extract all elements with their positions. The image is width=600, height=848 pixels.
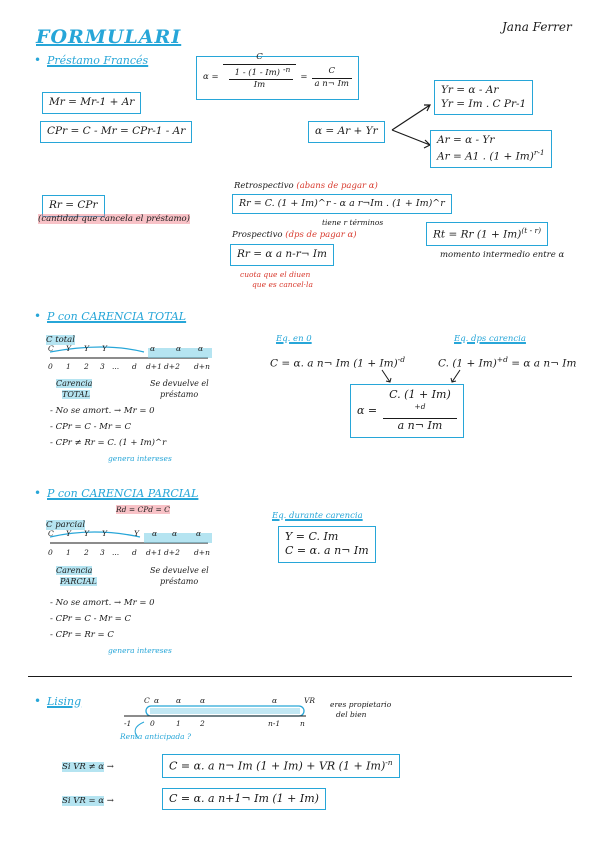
timeline-bottom-label: 2 [200,719,205,728]
alpha-den-exp: -n [283,64,291,74]
timeline-top-label: C [48,529,54,538]
alpha-sum-box [308,121,385,143]
timeline-top-label: α [196,529,202,538]
case-2-label [62,796,114,806]
cpr-formula-box [40,121,192,143]
timeline-bottom-label: d+1 [146,548,162,557]
timeline-parcial [44,529,244,559]
yr-formula-1: Yr = α - Ar [441,84,499,96]
retro-sub: tiene r términos [322,218,384,227]
alpha-fraction [223,52,297,103]
parcial-point-3: - CPr = Rr = C [50,630,114,640]
rr-formula: Rr = CPr [49,199,98,211]
mr-formula-box [42,92,141,114]
alpha-den2: a n¬ Im [314,78,349,89]
section-divider [28,676,572,677]
timeline-top-label: α [176,696,182,705]
case-1-label-text: Si VR ≠ α [62,762,105,772]
timeline-top-label: Y [66,344,71,353]
final-exp: +d [414,402,426,412]
eq0-label: Eq. en 0 [276,334,312,344]
tag-parcial [60,577,97,586]
timeline-top-label: Y [84,344,89,353]
case-1-formula: C = α. a n¬ Im (1 + Im) + VR (1 + Im) [169,759,386,773]
ar-formula-2-exp: r-1 [533,147,545,157]
timeline-bottom-label: d+2 [164,362,180,371]
total-point-2: - CPr = C - Mr = C [50,422,131,432]
prosp-sub-1: cuota que el diuen [240,270,311,279]
timeline-top-label: Y [134,529,139,538]
eqd-exp: +d [496,355,508,364]
prosp-note: (dps de pagar α) [285,230,357,240]
eqd-text: C. (1 + Im) [438,357,497,370]
parcial-point-1: - No se amort. → Mr = 0 [50,598,155,608]
rt-formula-box [426,222,548,246]
timeline-top-label: C [48,344,54,353]
timeline-top-label: C [144,696,150,705]
renta-note: Renta anticipada ? [120,732,192,741]
prosp-formula-box [230,244,334,266]
timeline-top-label: α [200,696,206,705]
ar-formula-1: Ar = α - Yr [437,134,495,146]
eq0-exp: -d [397,355,406,364]
section-heading-leasing: Lising [47,695,82,708]
prosp-formula: Rr = α a n-r¬ Im [237,248,327,260]
eqd-label: Eq. dps carencia [454,334,526,344]
retro-formula: Rr = C. (1 + Im)^r - α a r¬Im . (1 + Im)^r [239,198,445,209]
timeline-top-label: Y [84,529,89,538]
timeline-total [44,344,244,374]
yr-formula-2: Yr = Im . C Pr-1 [441,97,527,110]
retro-label [234,181,378,191]
case-1-exp: -n [385,758,393,767]
prosp-label-text: Prospectivo [232,230,283,240]
tag-carencia-text: Carencia [56,379,93,388]
alpha-eq: = [300,72,308,83]
tag-carencia [56,566,92,575]
timeline-top-label: α [150,344,156,353]
total-point-3: - CPr ≠ Rr = C. (1 + Im)^r [50,438,167,448]
retro-label-text: Retrospectivo [234,181,294,191]
eq0-text: C = α. a n¬ Im (1 + Im) [270,357,398,370]
bullet: • [34,53,42,67]
timeline-bottom-label: 1 [66,548,71,557]
tag-carencia [56,379,92,388]
case-2-label-text: Si VR = α [62,796,105,806]
bullet: • [34,309,42,323]
alpha-sum-formula: α = Ar + Yr [315,125,378,137]
timeline-bottom-label: d [132,548,137,557]
retro-note: (abans de pagar α) [296,181,378,191]
final-lhs: α = [357,403,378,417]
alpha-fraction-box [196,52,359,100]
tag-devuelve: Se devuelve el [150,566,209,575]
retro-formula-box [232,194,452,214]
parcial-note: genera intereses [108,646,172,655]
case-1-label [62,762,114,772]
timeline-bottom-label: n-1 [268,719,281,728]
alpha-num: C [223,52,297,64]
timeline-bottom-label: ... [112,548,120,557]
final-fraction [383,388,457,434]
eq-durante-label: Eq. durante carencia [272,511,363,521]
section-heading-frances: Préstamo Francés [47,54,149,67]
page-title: FORMULARI [36,26,182,48]
timeline-top-label: Y [102,344,107,353]
case-1-box [162,754,400,778]
timeline-bottom-label: -1 [124,719,132,728]
timeline-bottom-label: d+n [194,548,210,557]
case-2-formula: C = α. a n+1¬ Im (1 + Im) [169,792,319,805]
alpha-fraction-2 [312,66,353,89]
bullet: • [34,486,42,500]
rt-note: momento intermedio entre α [440,250,565,260]
timeline-bottom-label: 1 [176,719,181,728]
eq-durante-2: C = α. a n¬ Im [285,544,369,558]
mr-formula: Mr = Mr-1 + Ar [49,96,135,108]
timeline-top-label: α [172,529,178,538]
timeline-bottom-label: 2 [84,362,89,371]
rr-note: (cantidad que cancela el préstamo) [38,214,190,224]
total-note: genera intereses [108,454,172,463]
timeline-top-label: Y [102,529,107,538]
timeline-bottom-label: ... [112,362,120,371]
alpha-den [223,65,297,104]
timeline-label-total: C total [46,335,75,345]
tag-parcial-text: PARCIAL [60,577,97,586]
timeline-top-label: α [152,529,158,538]
ar-box [430,130,552,168]
rt-formula: Rt = Rr (1 + Im) [433,228,522,241]
tag-prestamo: préstamo [160,390,199,399]
bullet: • [34,694,42,708]
tag-devuelve: Se devuelve el [150,379,209,388]
section-heading-parcial: P con CARENCIA PARCIAL [47,487,199,500]
author-name: Jana Ferrer [502,20,572,34]
timeline-top-label: α [272,696,278,705]
timeline-bottom-label: 0 [48,362,53,371]
timeline-bottom-label: d [132,362,137,371]
arrow-icon: → [106,796,114,806]
rt-exp: (t - r) [521,226,542,235]
total-point-1: - No se amort. → Mr = 0 [50,406,155,416]
vr-note: eres propietario [330,700,392,709]
timeline-top-label: α [176,344,182,353]
timeline-top-label: α [154,696,160,705]
section-heading-total: P con CARENCIA TOTAL [47,310,187,323]
parcial-point-2: - CPr = C - Mr = C [50,614,131,624]
timeline-bottom-label: 2 [84,548,89,557]
final-den: a n¬ Im [397,419,443,433]
final-alpha-box [350,384,464,438]
timeline-bottom-label: d+2 [164,548,180,557]
alpha-den-den: Im [253,80,266,91]
ar-formula-2: Ar = A1 . (1 + Im) [437,150,534,163]
tag-prestamo: préstamo [160,577,199,586]
timeline-bottom-label: d+1 [146,362,162,371]
timeline-bottom-label: n [300,719,305,728]
timeline-top-label: Y [66,529,71,538]
timeline-bottom-label: d+n [194,362,210,371]
eq-durante-1: Y = C. Im [285,530,339,543]
timeline-bottom-label: 3 [100,548,105,557]
timeline-bottom-label: 0 [150,719,155,728]
eq-durante-box [278,526,376,563]
eqd-rhs: = α a n¬ Im [511,357,577,370]
timeline-bottom-label: 3 [100,362,105,371]
timeline-top-label: VR [304,696,316,705]
rd-note: Rd = CPd = C [116,505,170,514]
alpha-num2: C [312,66,353,78]
timeline-bottom-label: 1 [66,362,71,371]
prosp-sub-2: que es cancel·la [252,280,313,289]
timeline-top-label: α [198,344,204,353]
tag-carencia-text: Carencia [56,566,93,575]
vr-note-2: del bien [336,710,367,719]
final-num: C. (1 + Im) [389,388,451,401]
cpr-formula: CPr = C - Mr = CPr-1 - Ar [47,125,186,137]
tag-total [62,390,90,399]
yr-box [434,80,533,115]
timeline-label-parcial: C parcial [46,520,86,530]
alpha-den-num: 1 - (1 - Im) [234,68,280,79]
arrow-icon: → [106,762,114,772]
alpha-lhs: α = [203,72,219,83]
timeline-bottom-label: 0 [48,548,53,557]
tag-total-text: TOTAL [62,390,90,399]
prosp-label [232,230,357,240]
case-2-box [162,788,326,810]
